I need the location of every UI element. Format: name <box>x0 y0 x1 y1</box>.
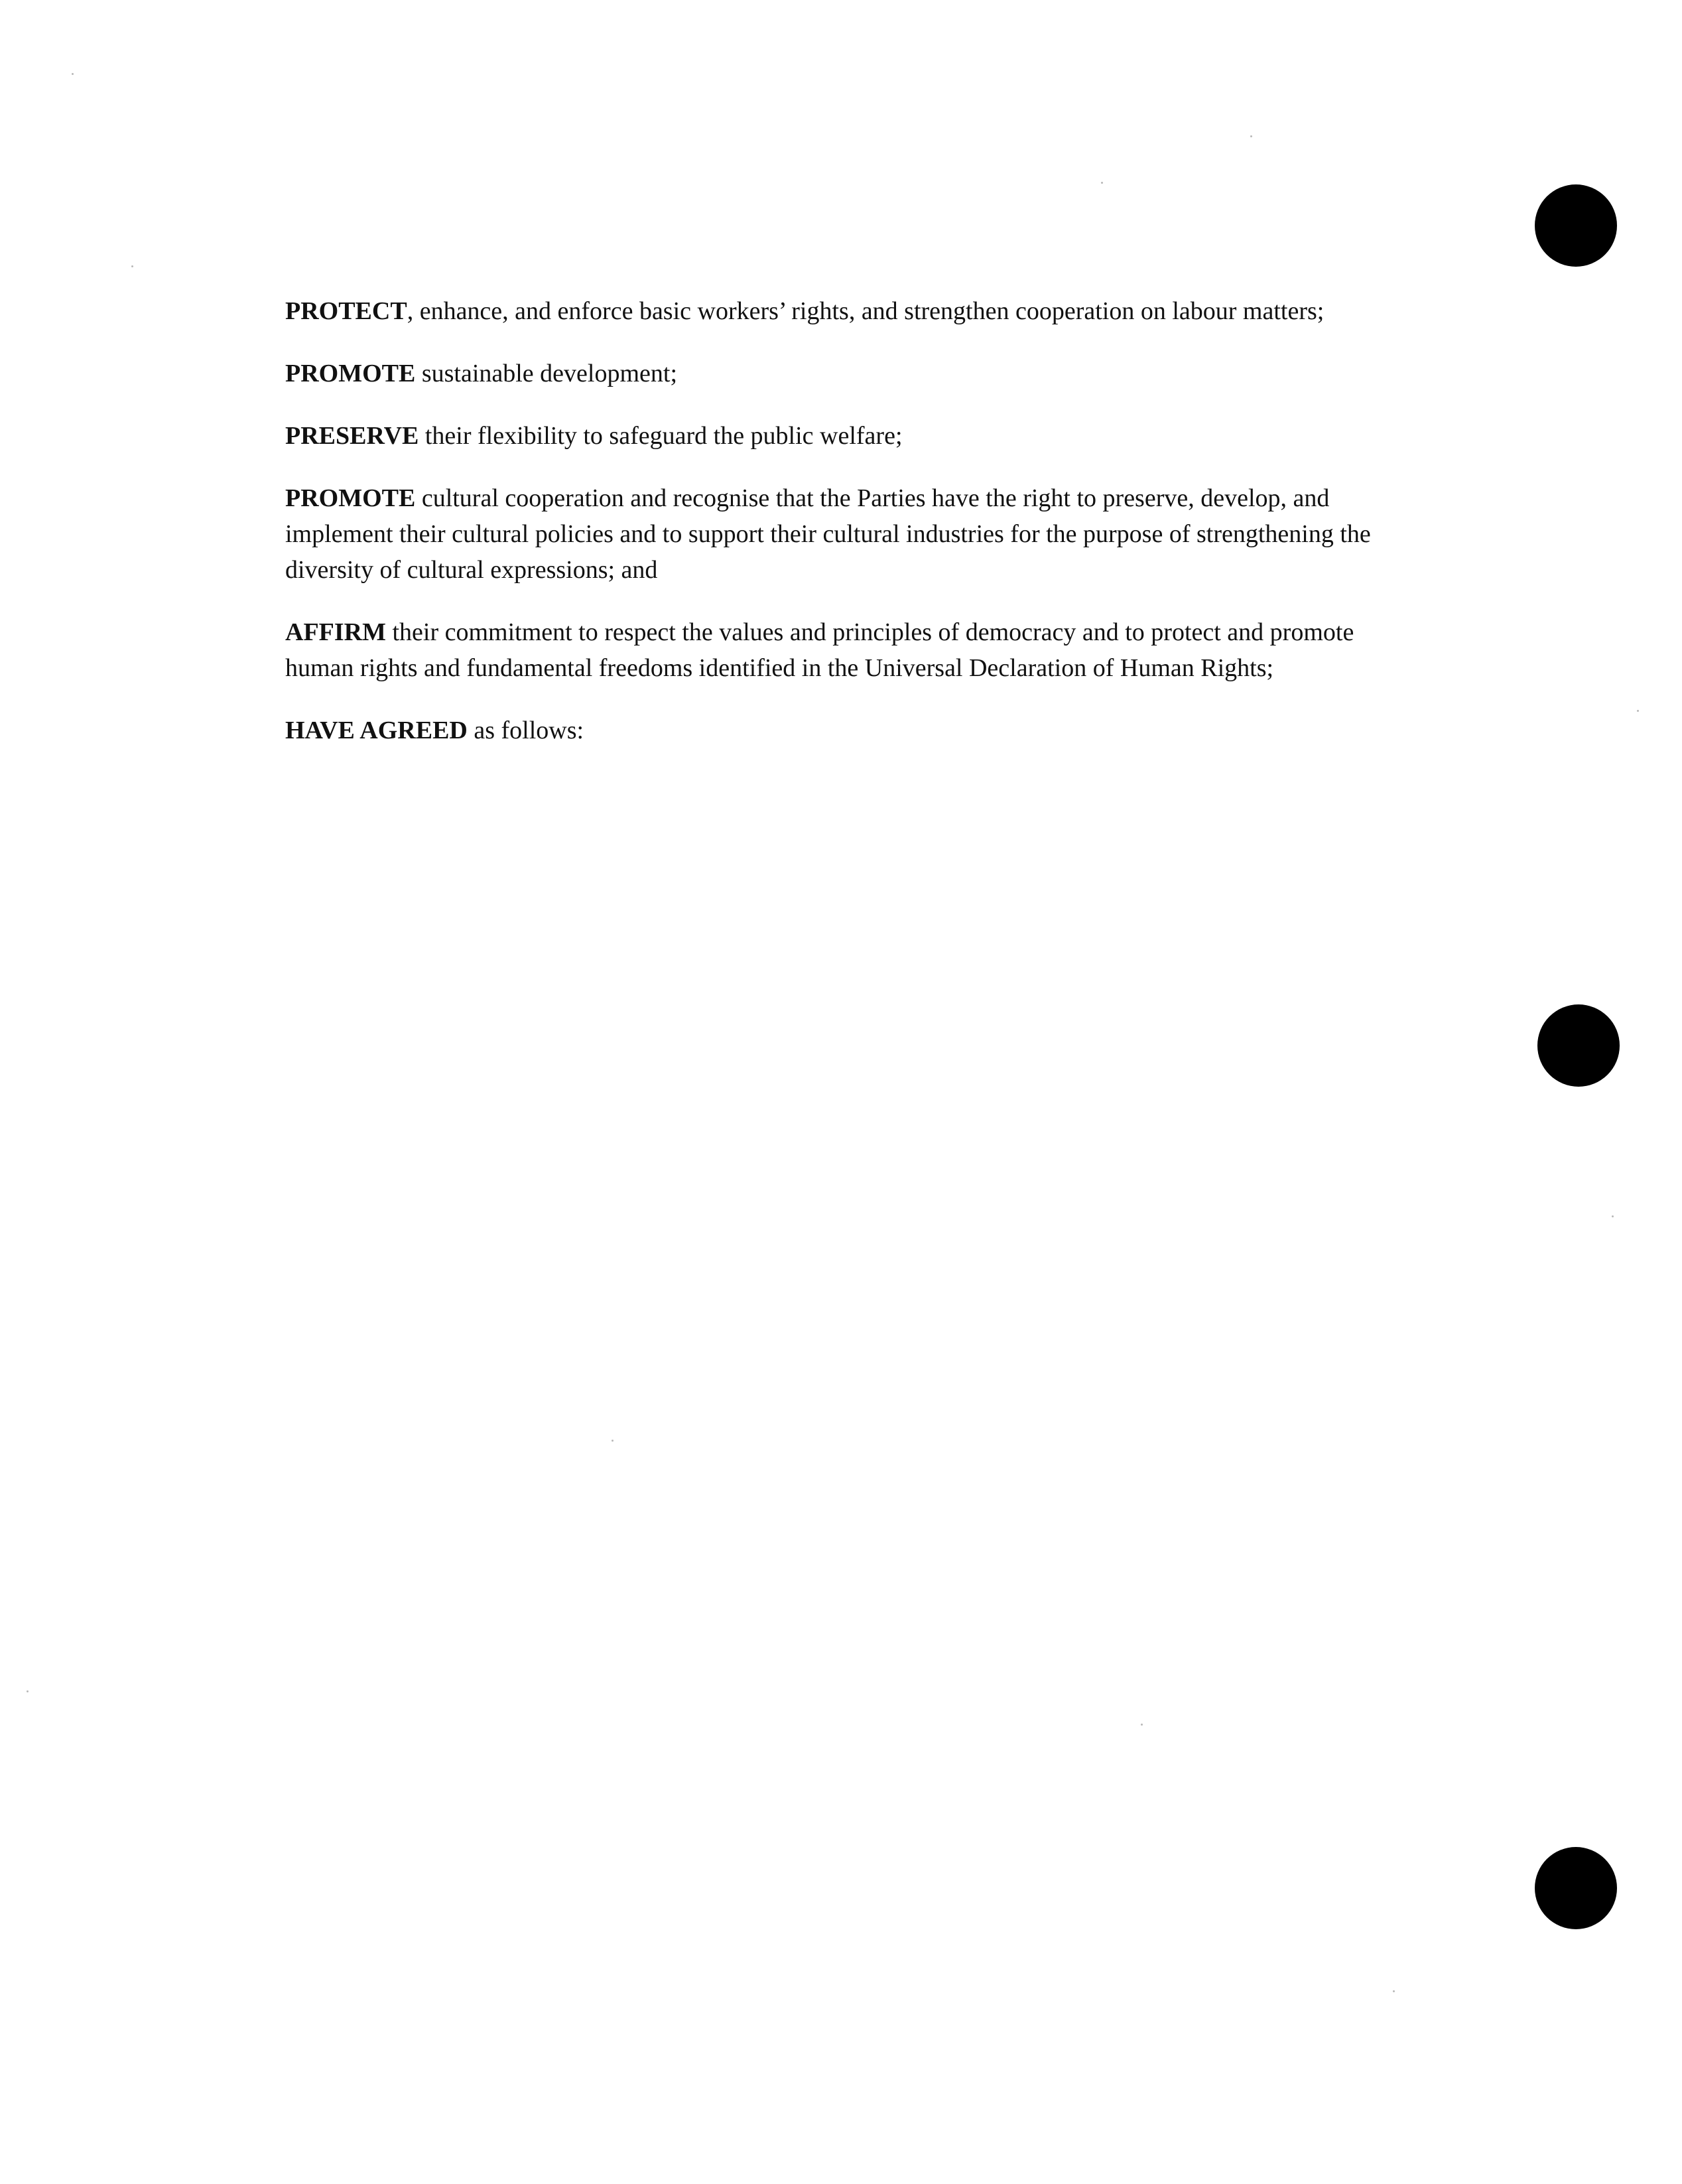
preamble-paragraph <box>285 480 1413 588</box>
paragraph-text: their flexibility to safeguard the public welfare; <box>419 422 903 450</box>
paragraph-text: , enhance, and enforce basic workers’ rights, and strengthen cooperation on labour matters; <box>407 297 1325 325</box>
preamble-text <box>285 293 1413 775</box>
scan-speck <box>1141 1724 1143 1726</box>
scan-speck <box>1393 1990 1395 1992</box>
paragraph-keyword: AFFIRM <box>285 618 386 646</box>
preamble-paragraph <box>285 356 1413 391</box>
scan-speck <box>1612 1215 1614 1217</box>
scan-speck <box>131 265 133 267</box>
scan-speck <box>27 1690 29 1692</box>
punch-hole-bottom <box>1535 1847 1617 1929</box>
paragraph-keyword: PROMOTE <box>285 484 416 512</box>
paragraph-text: sustainable development; <box>415 360 678 387</box>
paragraph-keyword: HAVE AGREED <box>285 717 468 744</box>
scan-speck <box>1637 710 1639 712</box>
preamble-paragraph <box>285 293 1413 329</box>
paragraph-keyword: PROMOTE <box>285 360 416 387</box>
scan-speck <box>72 73 74 75</box>
paragraph-text: cultural cooperation and recognise that the Parties have the right to preserve, develop, and implement their cultural policies and to support their cultural industries for the purpose of strengthening the diversity of cultural expressions; and <box>285 484 1371 584</box>
scan-speck <box>1101 182 1103 184</box>
paragraph-text: their commitment to respect the values and principles of democracy and to protect and promote human rights and fundamental freedoms identified in the Universal Declaration of Human Rights; <box>285 618 1354 682</box>
preamble-paragraph <box>285 418 1413 454</box>
punch-hole-middle <box>1537 1004 1620 1087</box>
scan-speck <box>1250 135 1252 137</box>
preamble-paragraph <box>285 713 1413 748</box>
paragraph-keyword: PROTECT <box>285 297 407 325</box>
paragraph-keyword: PRESERVE <box>285 422 419 450</box>
paragraph-text: as follows: <box>467 717 584 744</box>
scan-speck <box>612 1440 614 1442</box>
punch-hole-top <box>1535 184 1617 267</box>
preamble-paragraph <box>285 614 1413 686</box>
